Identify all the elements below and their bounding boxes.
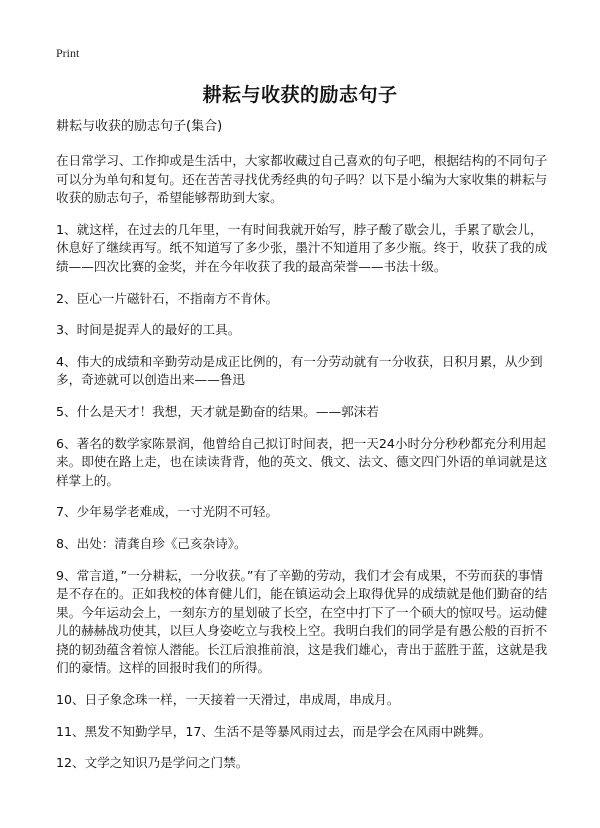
- list-item: 6、著名的数学家陈景润，他曾给自己拟订时间表，把一天24小时分分秒秒都充分利用起来。即使在路上走，也在读读背背，他的英文、俄文、法文、德文四门外语的单词就是这样掌上的。: [56, 435, 548, 488]
- list-item: 8、出处：清龚自珍《己亥杂诗》。: [56, 535, 247, 551]
- list-item: 1、就这样，在过去的几年里，一有时间我就开始写，脖子酸了歇会儿，手累了歇会儿，休息好了继续再写。纸不知道写了多少张，墨汁不知道用了多少瓶。终于，收获了我的成绩——四次比赛的金奖，并在今年收获了我的最高荣誉——书法十级。: [56, 221, 548, 274]
- list-item: 3、时间是捉弄人的最好的工具。: [56, 322, 241, 338]
- print-label: Print: [56, 46, 80, 60]
- list-item: 5、什么是天才！我想，天才就是勤奋的结果。——郭沫若: [56, 403, 379, 419]
- list-item: 2、臣心一片磁针石，不指南方不肯休。: [56, 290, 279, 306]
- list-item: 9、常言道，”一分耕耘，一分收获。”有了辛勤的劳动，我们才会有成果，不劳而获的事情是不存在的。正如我校的体育健儿们，能在镇运动会上取得优异的成绩就是他们勤奋的结果。今年运动会上，一刻东方的星划破了长空，在空中打下了一个硕大的惊叹号。运动健儿的赫赫战功使其，以巨人身姿屹立与我校上空。我明白我们的同学是有愚公般的百折不挠的韧劲蕴含着惊人潜能。长江后浪推前浪，这是我们雄心，青出于蓝胜于蓝，这就是我们的豪情。这样的回报时我们的所得。: [56, 567, 548, 676]
- list-item: 11、黑发不知勤学早，17、生活不是等暴风雨过去，而是学会在风雨中跳舞。: [56, 723, 492, 739]
- document-subtitle: 耕耘与收获的励志句子(集合): [56, 119, 223, 134]
- document-body: [56, 118, 548, 786]
- list-item: 7、少年易学老难成，一寸光阴不可轻。: [56, 504, 279, 520]
- list-item: 10、日子象念珠一样，一天接着一天滑过，串成周，串成月。: [56, 692, 400, 708]
- list-item: 12、文学之知识乃是学问之门禁。: [56, 755, 249, 771]
- page-title: 耕耘与收获的励志句子: [202, 84, 398, 106]
- intro-paragraph: 在日常学习、工作抑或是生活中，大家都收藏过自己喜欢的句子吧，根据结构的不同句子可以分为单句和复句。还在苦苦寻找优秀经典的句子吗？以下是小编为大家收集的耕耘与收获的励志句子，希望能够帮助到大家。: [56, 153, 548, 206]
- list-item: 4、伟大的成绩和辛勤劳动是成正比例的，有一分劳动就有一分收获，日积月累，从少到多，奇迹就可以创造出来——鲁迅: [56, 353, 543, 388]
